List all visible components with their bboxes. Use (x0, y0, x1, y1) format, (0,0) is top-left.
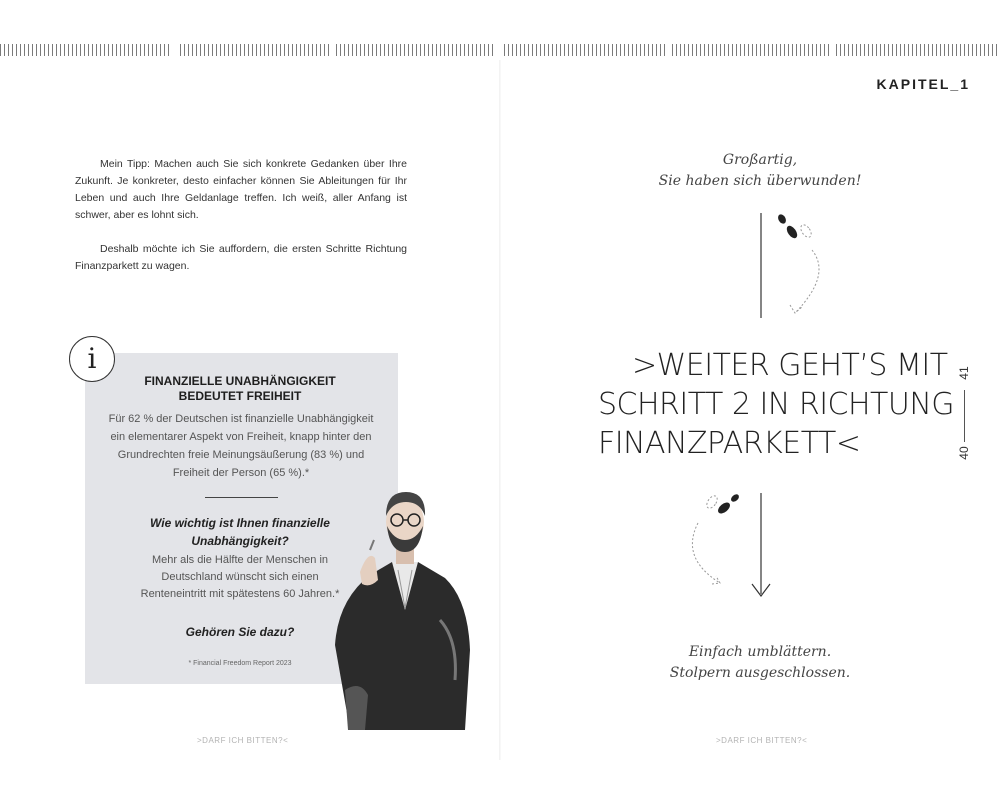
page-number-left: 40 (957, 446, 971, 460)
footprint-icon (776, 213, 787, 225)
info-box-body: Für 62 % der Deutschen ist finanzielle Unabhängigkeit ein elementarer Aspekt von Freiheit, knapp hinter den Grundrechten freie Meinungsäußerung (83 %) und Freiheit der Person (65 %).* (108, 413, 374, 479)
divider (205, 497, 278, 498)
paragraph: Mein Tipp: Machen auch Sie sich konkrete Gedanken über Ihre Zukunft. Je konkreter, desto einfacher können Sie Ableitungen für Ihr Leben und auch Ihre Geldanlage treffen. Ich weiß, aller Anfang ist schwer, aber es lohnt sich. (75, 158, 407, 221)
dotted-arrow-icon (795, 250, 819, 313)
info-title-line: FINANZIELLE UNABHÄNGIGKEIT (144, 374, 336, 388)
info-title-line: BEDEUTET FREIHEIT (178, 389, 302, 403)
footnote: * Financial Freedom Report 2023 (188, 660, 292, 667)
info-icon: i (69, 336, 115, 382)
script-text-top (600, 150, 920, 192)
footsteps-top-graphic (740, 205, 840, 325)
script-line: Einfach umblättern. (688, 644, 832, 660)
dotted-arrow-icon (692, 523, 720, 583)
info-box-question-2: Gehören Sie dazu? (185, 625, 295, 639)
portrait-illustration (330, 480, 475, 730)
footprint-icon (785, 224, 800, 240)
footprint-outline-icon (799, 223, 814, 239)
chapter-label: KAPITEL_1 (876, 76, 970, 92)
footprint-icon (716, 500, 732, 515)
headline-line: SCHRITT 2 IN RICHTUNG (598, 387, 955, 422)
footsteps-bottom-graphic (680, 488, 790, 603)
page-number-right: 41 (957, 366, 971, 380)
footprint-icon (730, 493, 741, 503)
headline (598, 346, 958, 463)
script-text-bottom (600, 642, 920, 684)
top-ruler-decoration (0, 44, 1000, 56)
info-box-answer: Mehr als die Hälfte der Menschen in Deutschland wünscht sich einen Renteneintritt mit spätestens 60 Jahren.* (140, 554, 340, 600)
body-text (75, 156, 407, 292)
headline-line: FINANZPARKETT< (598, 426, 861, 461)
page-footer-left: >DARF ICH BITTEN?< (197, 736, 289, 745)
info-box-title (120, 374, 360, 404)
info-box-question: Wie wichtig ist Ihnen finanzielle Unabhängigkeit? (150, 516, 330, 548)
footprint-outline-icon (705, 494, 720, 510)
paragraph: Deshalb möchte ich Sie auffordern, die ersten Schritte Richtung Finanzparkett zu wagen. (75, 243, 407, 272)
page-numbers (944, 358, 984, 468)
script-line: Großartig, (722, 152, 798, 168)
script-line: Stolpern ausgeschlossen. (669, 665, 851, 681)
book-spine (499, 60, 501, 760)
page-footer-right: >DARF ICH BITTEN?< (716, 736, 808, 745)
script-line: Sie haben sich überwunden! (658, 173, 862, 189)
headline-line: >WEITER GEHT’S MIT (632, 348, 948, 383)
